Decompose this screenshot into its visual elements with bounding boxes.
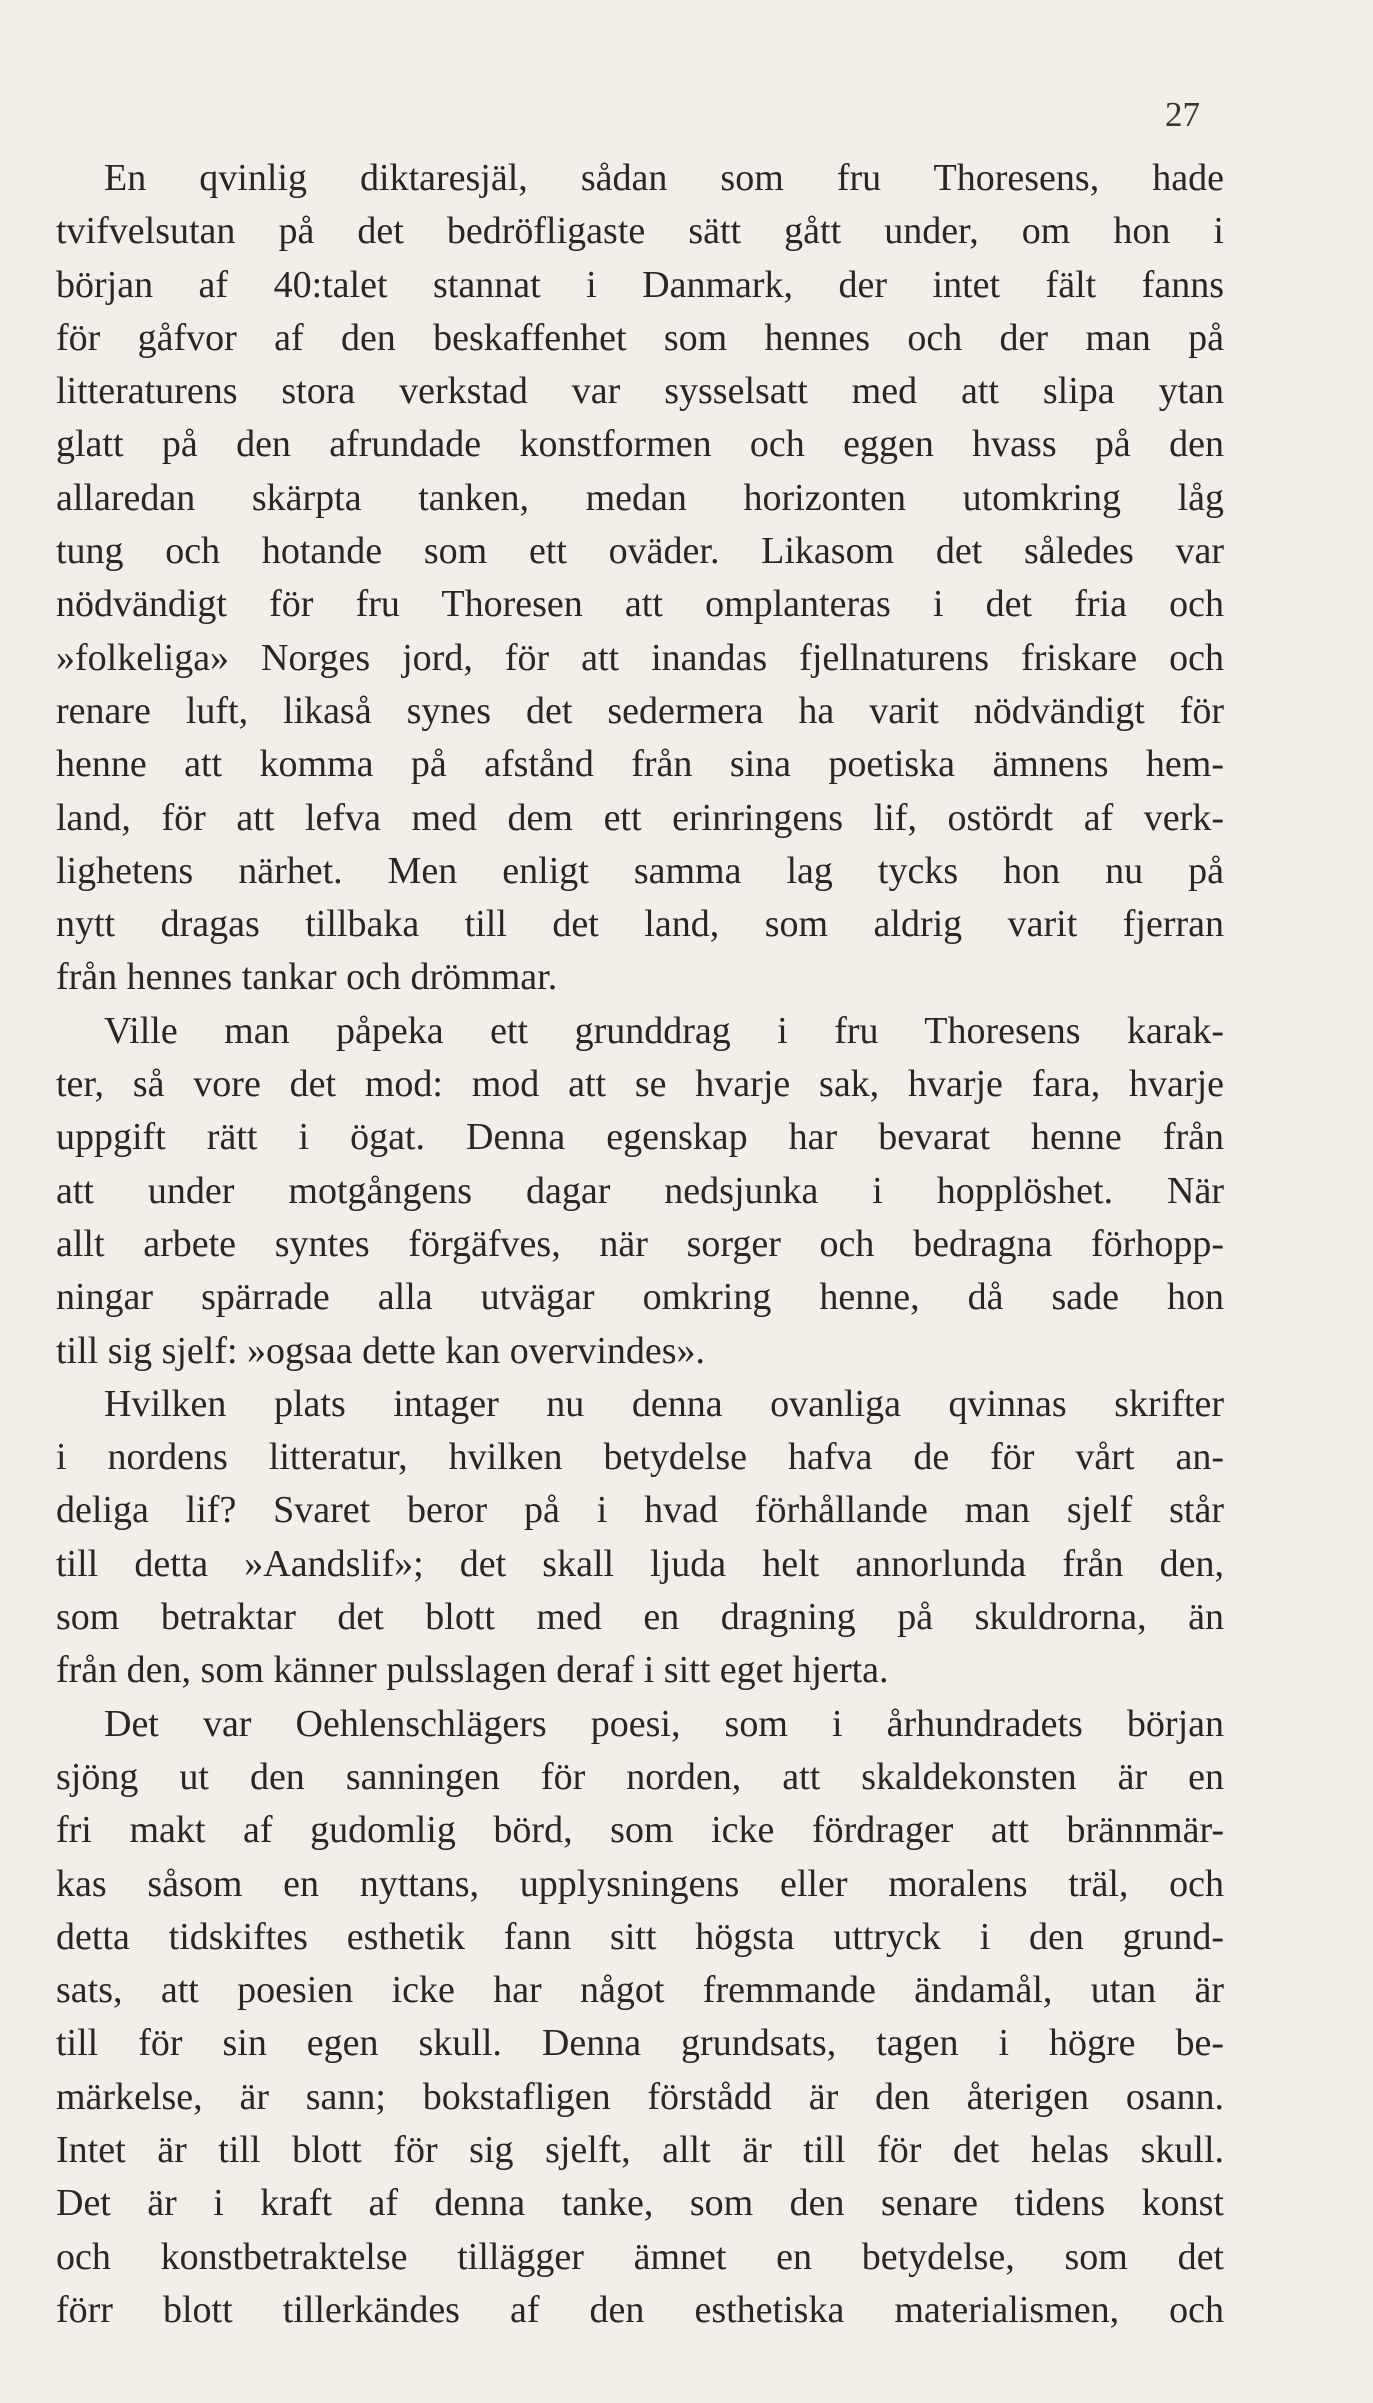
text-line: »folkeliga» Norges jord, för att inandas fjellnaturens friskare och xyxy=(56,636,1224,679)
text-line: från den, som känner pulsslagen deraf i sitt eget hjerta. xyxy=(56,1649,889,1692)
text-line: ter, så vore det mod: mod att se hvarje sak, hvarje fara, hvarje xyxy=(56,1063,1224,1106)
text-line: tvifvelsutan på det bedröfligaste sätt gått under, om hon i xyxy=(56,210,1224,253)
text-line: allaredan skärpta tanken, medan horizonten utomkring låg xyxy=(56,476,1224,519)
page-number: 27 xyxy=(1165,95,1200,134)
text-line: början af 40:talet stannat i Danmark, der intet fält fanns xyxy=(56,263,1224,306)
text-line: Ville man påpeka ett grunddrag i fru Thoresens karak- xyxy=(104,1009,1224,1052)
text-line: nödvändigt för fru Thoresen att omplanteras i det fria och xyxy=(56,583,1224,626)
text-line: glatt på den afrundade konstformen och eggen hvass på den xyxy=(56,423,1224,466)
text-line: att under motgångens dagar nedsjunka i hopplöshet. När xyxy=(56,1169,1224,1212)
text-line: uppgift rätt i ögat. Denna egenskap har bevarat henne från xyxy=(56,1116,1224,1159)
text-line: ningar spärrade alla utvägar omkring henne, då sade hon xyxy=(56,1276,1224,1319)
text-line: märkelse, är sann; bokstafligen förstådd är den återigen osann. xyxy=(56,2075,1224,2118)
text-line: henne att komma på afstånd från sina poetiska ämnens hem- xyxy=(56,743,1224,786)
text-line: lighetens närhet. Men enligt samma lag tycks hon nu på xyxy=(56,849,1224,892)
text-line: deliga lif? Svaret beror på i hvad förhållande man sjelf står xyxy=(56,1489,1224,1532)
text-line: sjöng ut den sanningen för norden, att skaldekonsten är en xyxy=(56,1755,1224,1798)
text-line: i nordens litteratur, hvilken betydelse hafva de för vårt an- xyxy=(56,1436,1224,1479)
text-line: allt arbete syntes förgäfves, när sorger och bedragna förhopp- xyxy=(56,1222,1224,1265)
text-line: nytt dragas tillbaka till det land, som aldrig varit fjerran xyxy=(56,903,1224,946)
text-line: som betraktar det blott med en dragning på skuldrorna, än xyxy=(56,1596,1224,1639)
text-line: förr blott tillerkändes af den esthetiska materialismen, och xyxy=(56,2288,1224,2331)
text-line: Det är i kraft af denna tanke, som den senare tidens konst xyxy=(56,2182,1224,2225)
text-line: Intet är till blott för sig sjelft, allt är till för det helas skull. xyxy=(56,2128,1224,2171)
text-line: och konstbetraktelse tillägger ämnet en betydelse, som det xyxy=(56,2235,1224,2278)
text-line: Hvilken plats intager nu denna ovanliga qvinnas skrifter xyxy=(104,1382,1224,1425)
text-line: renare luft, likaså synes det sedermera ha varit nödvändigt för xyxy=(56,689,1224,732)
text-line: land, för att lefva med dem ett erinringens lif, ostördt af verk- xyxy=(56,796,1224,839)
text-line: kas såsom en nyttans, upplysningens eller moralens träl, och xyxy=(56,1862,1224,1905)
text-line: sats, att poesien icke har något fremmande ändamål, utan är xyxy=(56,1969,1224,2012)
text-line: Det var Oehlenschlägers poesi, som i århundradets början xyxy=(104,1702,1224,1745)
text-line: till för sin egen skull. Denna grundsats, tagen i högre be- xyxy=(56,2022,1224,2065)
text-line: från hennes tankar och drömmar. xyxy=(56,956,558,999)
text-line: detta tidskiftes esthetik fann sitt högsta uttryck i den grund- xyxy=(56,1915,1224,1958)
text-line: till detta »Aandslif»; det skall ljuda helt annorlunda från den, xyxy=(56,1542,1224,1585)
text-line: fri makt af gudomlig börd, som icke fördrager att brännmär- xyxy=(56,1809,1224,1852)
text-line: litteraturens stora verkstad var sysselsatt med att slipa ytan xyxy=(56,370,1224,413)
body-text xyxy=(56,152,1224,2337)
text-line: tung och hotande som ett oväder. Likasom det således var xyxy=(56,530,1224,573)
text-line: till sig sjelf: »ogsaa dette kan overvindes». xyxy=(56,1329,706,1372)
text-line: för gåfvor af den beskaffenhet som hennes och der man på xyxy=(56,316,1224,359)
text-line: En qvinlig diktaresjäl, sådan som fru Thoresens, hade xyxy=(104,157,1224,199)
